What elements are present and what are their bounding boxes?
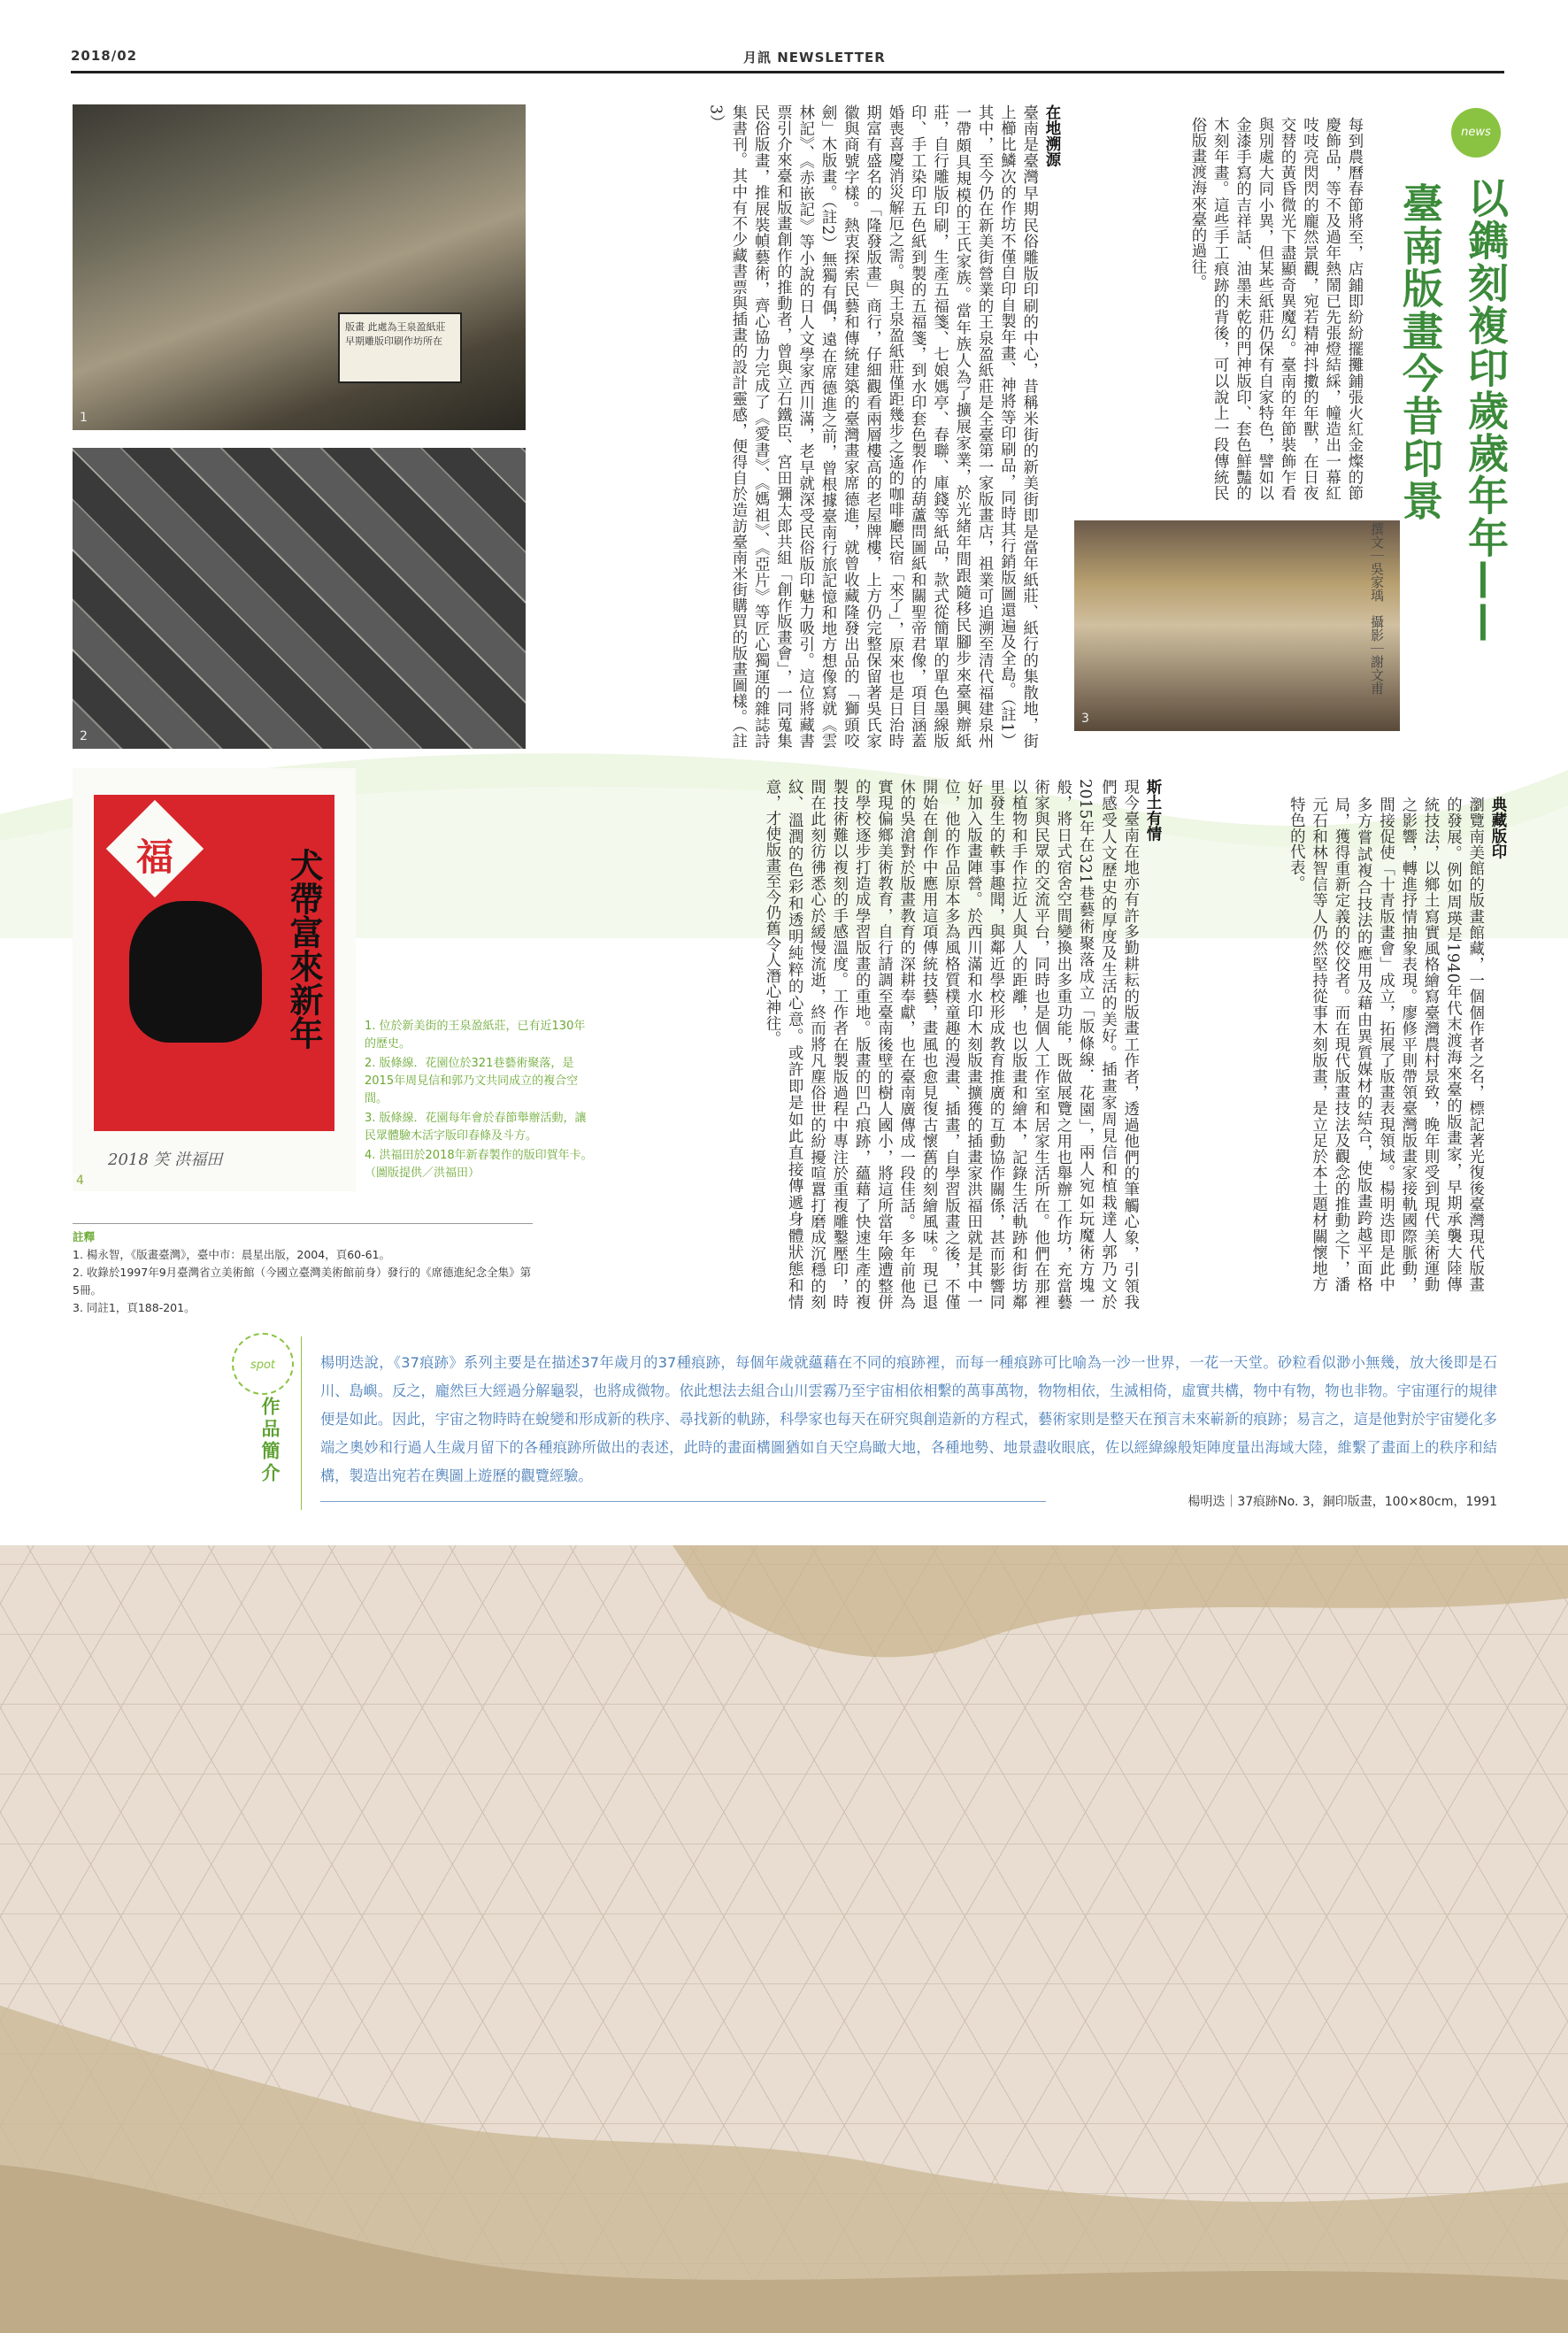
issue-date: 2018/02 [71, 48, 138, 64]
section-heading: 典藏版印 [1488, 797, 1506, 860]
photo-number: 2 [80, 729, 88, 743]
article-title-line2: 臺南版畫今昔印景 [1396, 182, 1444, 522]
photo-number: 4 [76, 1174, 84, 1188]
artwork-37-traces [0, 1545, 1568, 2333]
section-body: 現今臺南在地亦有許多勤耕耘的版畫工作者，透過他們的筆觸心象，引領我們感受人文歷史的厚度及生活的美好。插畫家周見信和植栽達人郭乃文於2015年在321巷藝術聚落成立「版條線．花園」，兩人宛如玩魔術方塊一般，將日式宿舍空間變換出多重功能，既做展覽之用也舉辦工作坊，充當藝術家與民眾的交流平台，同時也是個人工作室和居家生活所在。他們在那裡以植物和手作拉近人與人的距離，也以版畫和繪本，記錄生活軌跡和街坊鄰里發生的軼事趣聞，與鄰近學校形成教育推廣的互動協作關係，甚而影響同好加入版畫陣營。於西川滿和水印木刻版畫擴獲的插畫家洪福田就是其中一位，他的作品原本多為風格質樸童趣的漫畫、插畫，自學習版畫之後，不僅開始在創作中應用這項傳統技藝，畫風也愈見復古懷舊的刻繪風味。現已退休的吳滄對於版畫教育的深耕奉獻，也在臺南廣傳成一段佳話。多年前他為實現偏鄉美術教育，自行請調至臺南後壁的樹人國小，將這所當年險遭整併的學校逐步打造成學習版畫的重地。版畫的凹凸痕跡，蘊藉了快速生產的複製技術難以複刻的手感溫度。工作者在製版過程中專注於重複雕鑿壓印，時間在此刻彷彿悉心於緩慢流逝，終而將凡塵俗世的紛擾喧囂打磨成沉穩的刻紋、溫潤的色彩和透明純粹的心意。或許即是如此直接傳遞身體狀態和情意，才使版畫至今仍舊令人潛心神往。 [762, 779, 1139, 1310]
caption: 3. 版條線．花園每年會於春節舉辦活動，讓民眾體驗木活字版印春條及斗方。 [365, 1112, 587, 1143]
print-greeting: 犬帶富來新年 [284, 848, 324, 1050]
spot-divider [301, 1336, 302, 1510]
section-body: 瀏覽南美館的版畫館藏，一個個作者之名，標記著光復後臺灣現代版畫的發展。例如周瑛是1940年代末渡海來臺的版畫家，早期承襲大陸傳統技法，以鄉土寫實風格繪寫臺灣農村景致，晚年則受到現代美術運動之影響，轉進抒情抽象表現。廖修平則帶領臺灣版畫家接軌國際脈動，間接促使「十青版畫會」成立，拓展了版畫表現領域。楊明迭即是此中多方嘗試複合技法的應用及藉由異質媒材的結合，使版畫跨越平面格局，獲得重新定義的佼佼者。而在現代版畫技法及觀念的推動之下，潘元石和林智信等人仍然堅持從事木刻版畫，是立足於本土題材關懷地方特色的代表。 [1287, 797, 1484, 1292]
section-heading: 斯土有情 [1143, 779, 1161, 843]
section-heading: 在地溯源 [1042, 104, 1060, 168]
shop-sign: 版畫 此處為王泉盈紙莊早期雕版印刷作坊所在 [338, 312, 462, 383]
page-header [71, 46, 1504, 71]
news-badge: news [1451, 108, 1501, 158]
newsletter-title: 月訊 NEWSLETTER [743, 50, 886, 65]
dog-figure [129, 901, 262, 1043]
caption: 4. 洪福田於2018年新春製作的版印賀年卡。（圖版提供／洪福田） [365, 1149, 593, 1180]
photo-number: 1 [80, 411, 88, 425]
credit-rule [320, 1501, 1046, 1502]
intro-paragraph: 每到農曆春節將至，店鋪即紛紛擺攤鋪張火紅金燦的節慶飾品，等不及過年熱鬧已先張燈結綵，幢造出一幕紅吱吱亮閃閃的龐然景觀，宛若精神抖擻的年獸，在日夜交替的黃昏微光下盡顯奇異魔幻。臺南的年節裝飾乍看與別處大同小異，但某些紙莊仍保有自家特色，譬如以金漆手寫的吉祥話、油墨未乾的門神版印、套色鮮豔的木刻年畫。這些手工痕跡的背後，可以說上一段傳統民俗版畫渡海來臺的過往。 [1188, 117, 1363, 501]
section-local-affection [543, 779, 1163, 1310]
caption: 1. 位於新美街的王泉盈紙莊，已有近130年的歷史。 [365, 1020, 586, 1051]
byline: 撰文｜吳家瑀 攝影｜謝文甫 [1369, 522, 1385, 695]
print-image [94, 795, 334, 1131]
footnotes [73, 1228, 533, 1317]
photo-captions [365, 1018, 596, 1184]
spot-badge: spot [232, 1333, 294, 1395]
fuku-character: 福 [136, 835, 174, 879]
artwork-description: 楊明迭說，《37痕跡》系列主要是在描述37年歲月的37種痕跡，每個年歲就蘊藉在不同的痕跡裡，而每一種痕跡可比喻為一沙一世界，一花一天堂。砂粒看似渺小無幾，放大後即是石川、島嶼。反之，龐然巨大經過分解龜裂，也將成微物。依此想法去組合山川雲霧乃至宇宙相依相繫的萬事萬物，物物相依，生滅相倚，虛實共構，物中有物，物也非物。宇宙運行的規律便是如此。因此，宇宙之物時時在蛻變和形成新的秩序、尋找新的軌跡，科學家也每天在研究與創造新的方程式，藝術家則是整天在預言未來嶄新的痕跡；易言之，這是他對於宇宙變化多端之奧妙和行過人生歲月留下的各種痕跡所做出的表述，此時的畫面構圖猶如自天空鳥瞰大地，各種地勢、地景盡收眼底，佐以經緯線般矩陣度量出海域大陸，維繫了畫面上的秩序和結構，製造出宛若在輿圖上遊歷的觀覽經驗。 [320, 1354, 1497, 1484]
artwork-credit: 楊明迭｜37痕跡No. 3，銅印版畫，100×80cm，1991 [1188, 1495, 1497, 1509]
artwork-intro-label: 作品簡介 [259, 1397, 281, 1485]
photo-woodblocks [73, 448, 526, 749]
header-rule [71, 71, 1504, 73]
photo-number: 3 [1081, 712, 1089, 726]
print-signature: 2018 笑 洪福田 [108, 1151, 223, 1169]
photo-shop-interior [73, 104, 526, 430]
section-collection [1180, 797, 1508, 1292]
footnote: 3. 同註1，頁188-201。 [73, 1301, 196, 1314]
caption: 2. 版條線．花園位於321巷藝術聚落，是2015年周見信和郭乃文共同成立的複合空間。 [365, 1057, 579, 1105]
map-landmass [0, 1545, 1568, 2333]
article-title-line1: 以鐫刻複印歲歲年年—— [1462, 177, 1510, 644]
section-body: 臺南是臺灣早期民俗雕版印刷的中心，昔稱米街的新美街即是當年紙莊、紙行的集散地，街上櫛比鱗次的作坊不僅自印自製年畫、神將等印刷品，同時其行銷版圖還遍及全島。（註1）其中，至今仍在新美街營業的王泉盈紙莊是全臺第一家版畫店，祖業可追溯至清代福建泉州一帶頗具規模的王氏家族。當年族人為了擴展家業，於光緒年間跟隨移民腳步來臺興辦紙莊，自行雕版印刷，生產五福箋、七娘媽亭、春聯、庫錢等紙品，款式從簡單的單色墨線版印、手工染印五色紙到製的五福箋，到水印套色製作的葫蘆問圖紙和關聖帝君像，項目涵蓋婚喪喜慶消災解厄之需。與王泉盈紙莊僅距幾步之遙的咖啡廳民宿「來了」，原來也是日治時期富有盛名的「隆發版畫」商行，仔細觀看兩層樓高的老屋牌樓，上方仍完整保留著吳氏家徽與商號字樣。熱衷探索民藝和傳統建築的臺灣畫家席德進，就曾收藏隆發出品的「獅頭咬劍」木版畫。（註2）無獨有偶，遠在席德進之前，曾根據臺南行旅記憶和地方想像寫就《雲林記》、《赤嵌記》等小說的日人文學家西川滿，老早就深受民俗版印魅力吸引。這位將藏書票引介來臺和版畫創作的推動者，曾與立石鐵臣、宮田彌太郎共組「創作版畫會」，一同蒐集民俗版畫，推展裝幀藝術，齊心協力完成了《愛書》、《媽祖》、《亞片》等匠心獨運的雜誌詩集書刊。其中有不少藏書票與插畫的設計靈感，便得自於造訪臺南米街購買的版畫圖樣。（註3） [706, 104, 1038, 749]
footnotes-title: 註釋 [73, 1230, 96, 1243]
photo-shop-owner [1074, 520, 1400, 731]
notes-rule [73, 1223, 533, 1224]
section-local-origins [540, 104, 1062, 749]
footnote: 1. 楊永智，《版畫臺灣》，臺中市：晨星出版，2004，頁60-61。 [73, 1248, 391, 1261]
footnote: 2. 收錄於1997年9月臺灣省立美術館（今國立臺灣美術館前身）發行的《席德進紀念全集》第5冊。 [73, 1266, 532, 1297]
new-year-print [73, 768, 356, 1191]
